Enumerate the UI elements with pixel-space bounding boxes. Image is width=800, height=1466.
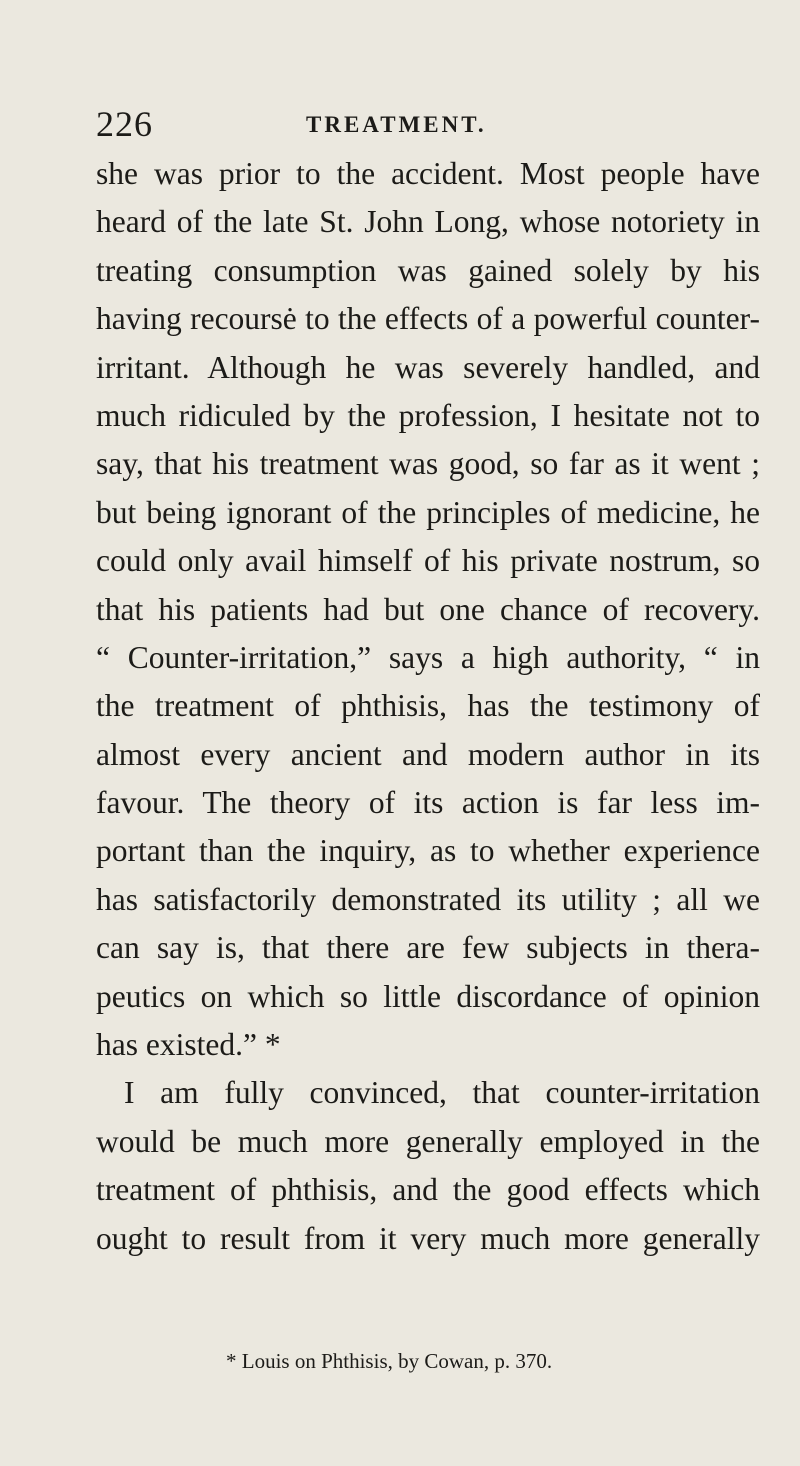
text-line: that his patients had but one chance of recovery. (96, 591, 760, 627)
text-line: has satisfactorily demonstrated its utility ; all we (96, 881, 760, 917)
text-line: I am fully convinced, that counter-irritation (124, 1075, 760, 1111)
text-line: irritant. Although he was severely handled, and (96, 349, 760, 385)
text-line: “ Counter-irritation,” says a high authority, “ in (96, 639, 760, 675)
text-line: much ridiculed by the profession, I hesitate not to (96, 397, 760, 433)
text-line: treating consumption was gained solely by his (96, 252, 760, 288)
text-line: could only avail himself of his private nostrum, so (96, 543, 760, 579)
text-line: portant than the inquiry, as to whether experience (96, 833, 760, 869)
text-line: has existed.” * (96, 1027, 281, 1063)
page-number: 226 (96, 104, 153, 144)
text-line: she was prior to the accident. Most people have (96, 156, 760, 191)
text-line: favour. The theory of its action is far less im- (96, 785, 760, 821)
text-line: ought to result from it very much more generally (96, 1220, 760, 1256)
text-line: having recoursė to the effects of a powerful counter- (96, 301, 760, 337)
body-text (96, 150, 760, 1263)
text-line: would be much more generally employed in the (96, 1123, 760, 1159)
running-title: TREATMENT. (306, 112, 487, 137)
footnote: * Louis on Phthisis, by Cowan, p. 370. (226, 1349, 553, 1373)
running-head (96, 104, 756, 144)
text-line: but being ignorant of the principles of medicine, he (96, 494, 760, 530)
text-line: treatment of phthisis, and the good effects which (96, 1172, 760, 1208)
text-line: say, that his treatment was good, so far as it went ; (96, 446, 760, 482)
text-line: heard of the late St. John Long, whose notoriety in (96, 204, 760, 240)
text-line: almost every ancient and modern author in its (96, 736, 760, 772)
text-line: can say is, that there are few subjects in thera- (96, 930, 760, 966)
text-line: the treatment of phthisis, has the testimony of (96, 688, 760, 724)
text-line: peutics on which so little discordance of opinion (96, 978, 760, 1014)
